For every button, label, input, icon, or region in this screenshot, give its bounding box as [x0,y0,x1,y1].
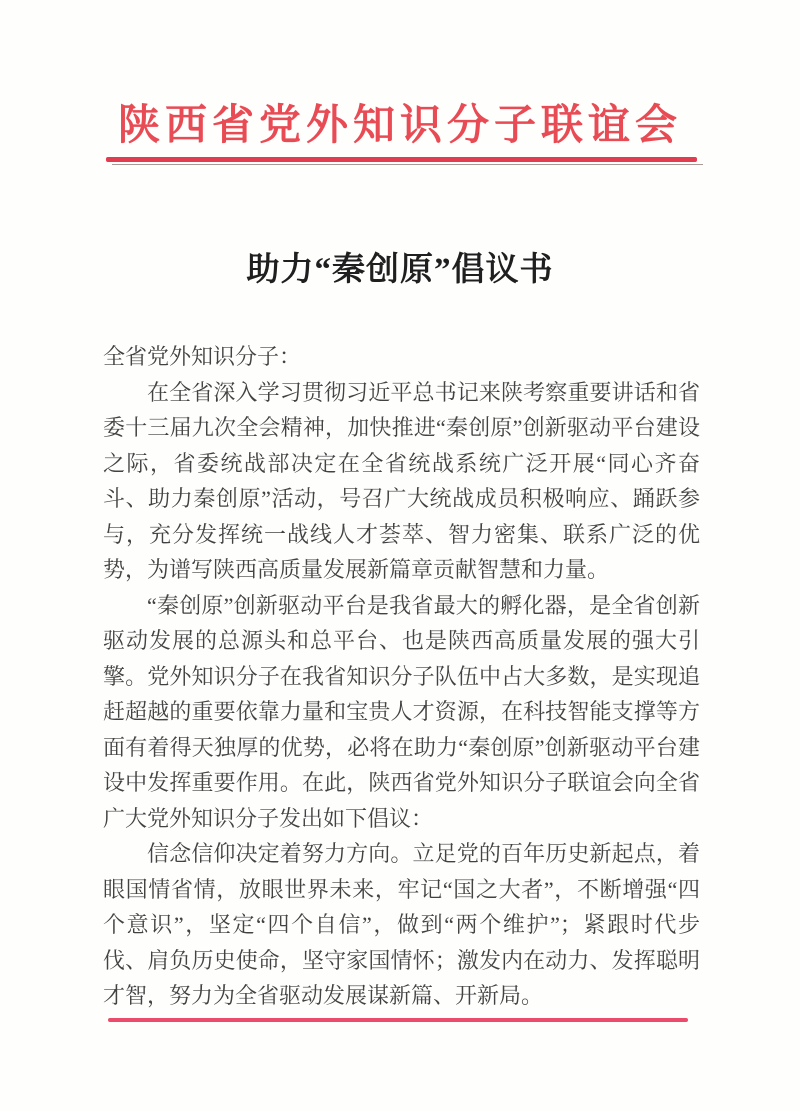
paragraph: 信念信仰决定着努力方向。立足党的百年历史新起点，着眼国情省情，放眼世界未来，牢记“国之大者”，不断增强“四个意识”，坚定“四个自信”，做到“两个维护”；紧跟时代步伐、肩负历史使命，坚守家国情怀；激发内在动力、发挥聪明才智，努力为全省驱动发展谋新篇、开新局。 [103,841,700,1008]
paragraph: “秦创原”创新驱动平台是我省最大的孵化器，是全省创新驱动发展的总源头和总平台、也是陕西高质量发展的强大引擎。党外知识分子在我省知识分子队伍中占大多数，是实现追赶超越的重要依靠力量和宝贵人才资源，在科技智能支撑等方面有着得天独厚的优势，必将在助力“秦创原”创新驱动平台建设中发挥重要作用。在此，陕西省党外知识分子联谊会向全省广大党外知识分子发出如下倡议： [103,592,700,831]
document-body [103,339,700,1014]
letterhead-rule-thin-line [112,164,703,165]
footer-rule [108,1018,688,1022]
letterhead-org-name: 陕西省党外知识分子联谊会 [117,103,682,149]
letterhead-rule-red-line [106,157,697,162]
salutation-line: 全省党外知识分子： [103,344,302,369]
document-title: 助力“秦创原”倡议书 [246,252,554,288]
paragraph: 在全省深入学习贯彻习近平总书记来陕考察重要讲话和省委十三届九次全会精神，加快推进“秦创原”创新驱动平台建设之际，省委统战部决定在全省统战系统广泛开展“同心齐奋斗、助力秦创原”活动，号召广大统战成员积极响应、踊跃参与，充分发挥统一战线人才荟萃、智力密集、联系广泛的优势，为谱写陕西高质量发展新篇章贡献智慧和力量。 [103,379,700,582]
letterhead-rule [106,157,697,165]
